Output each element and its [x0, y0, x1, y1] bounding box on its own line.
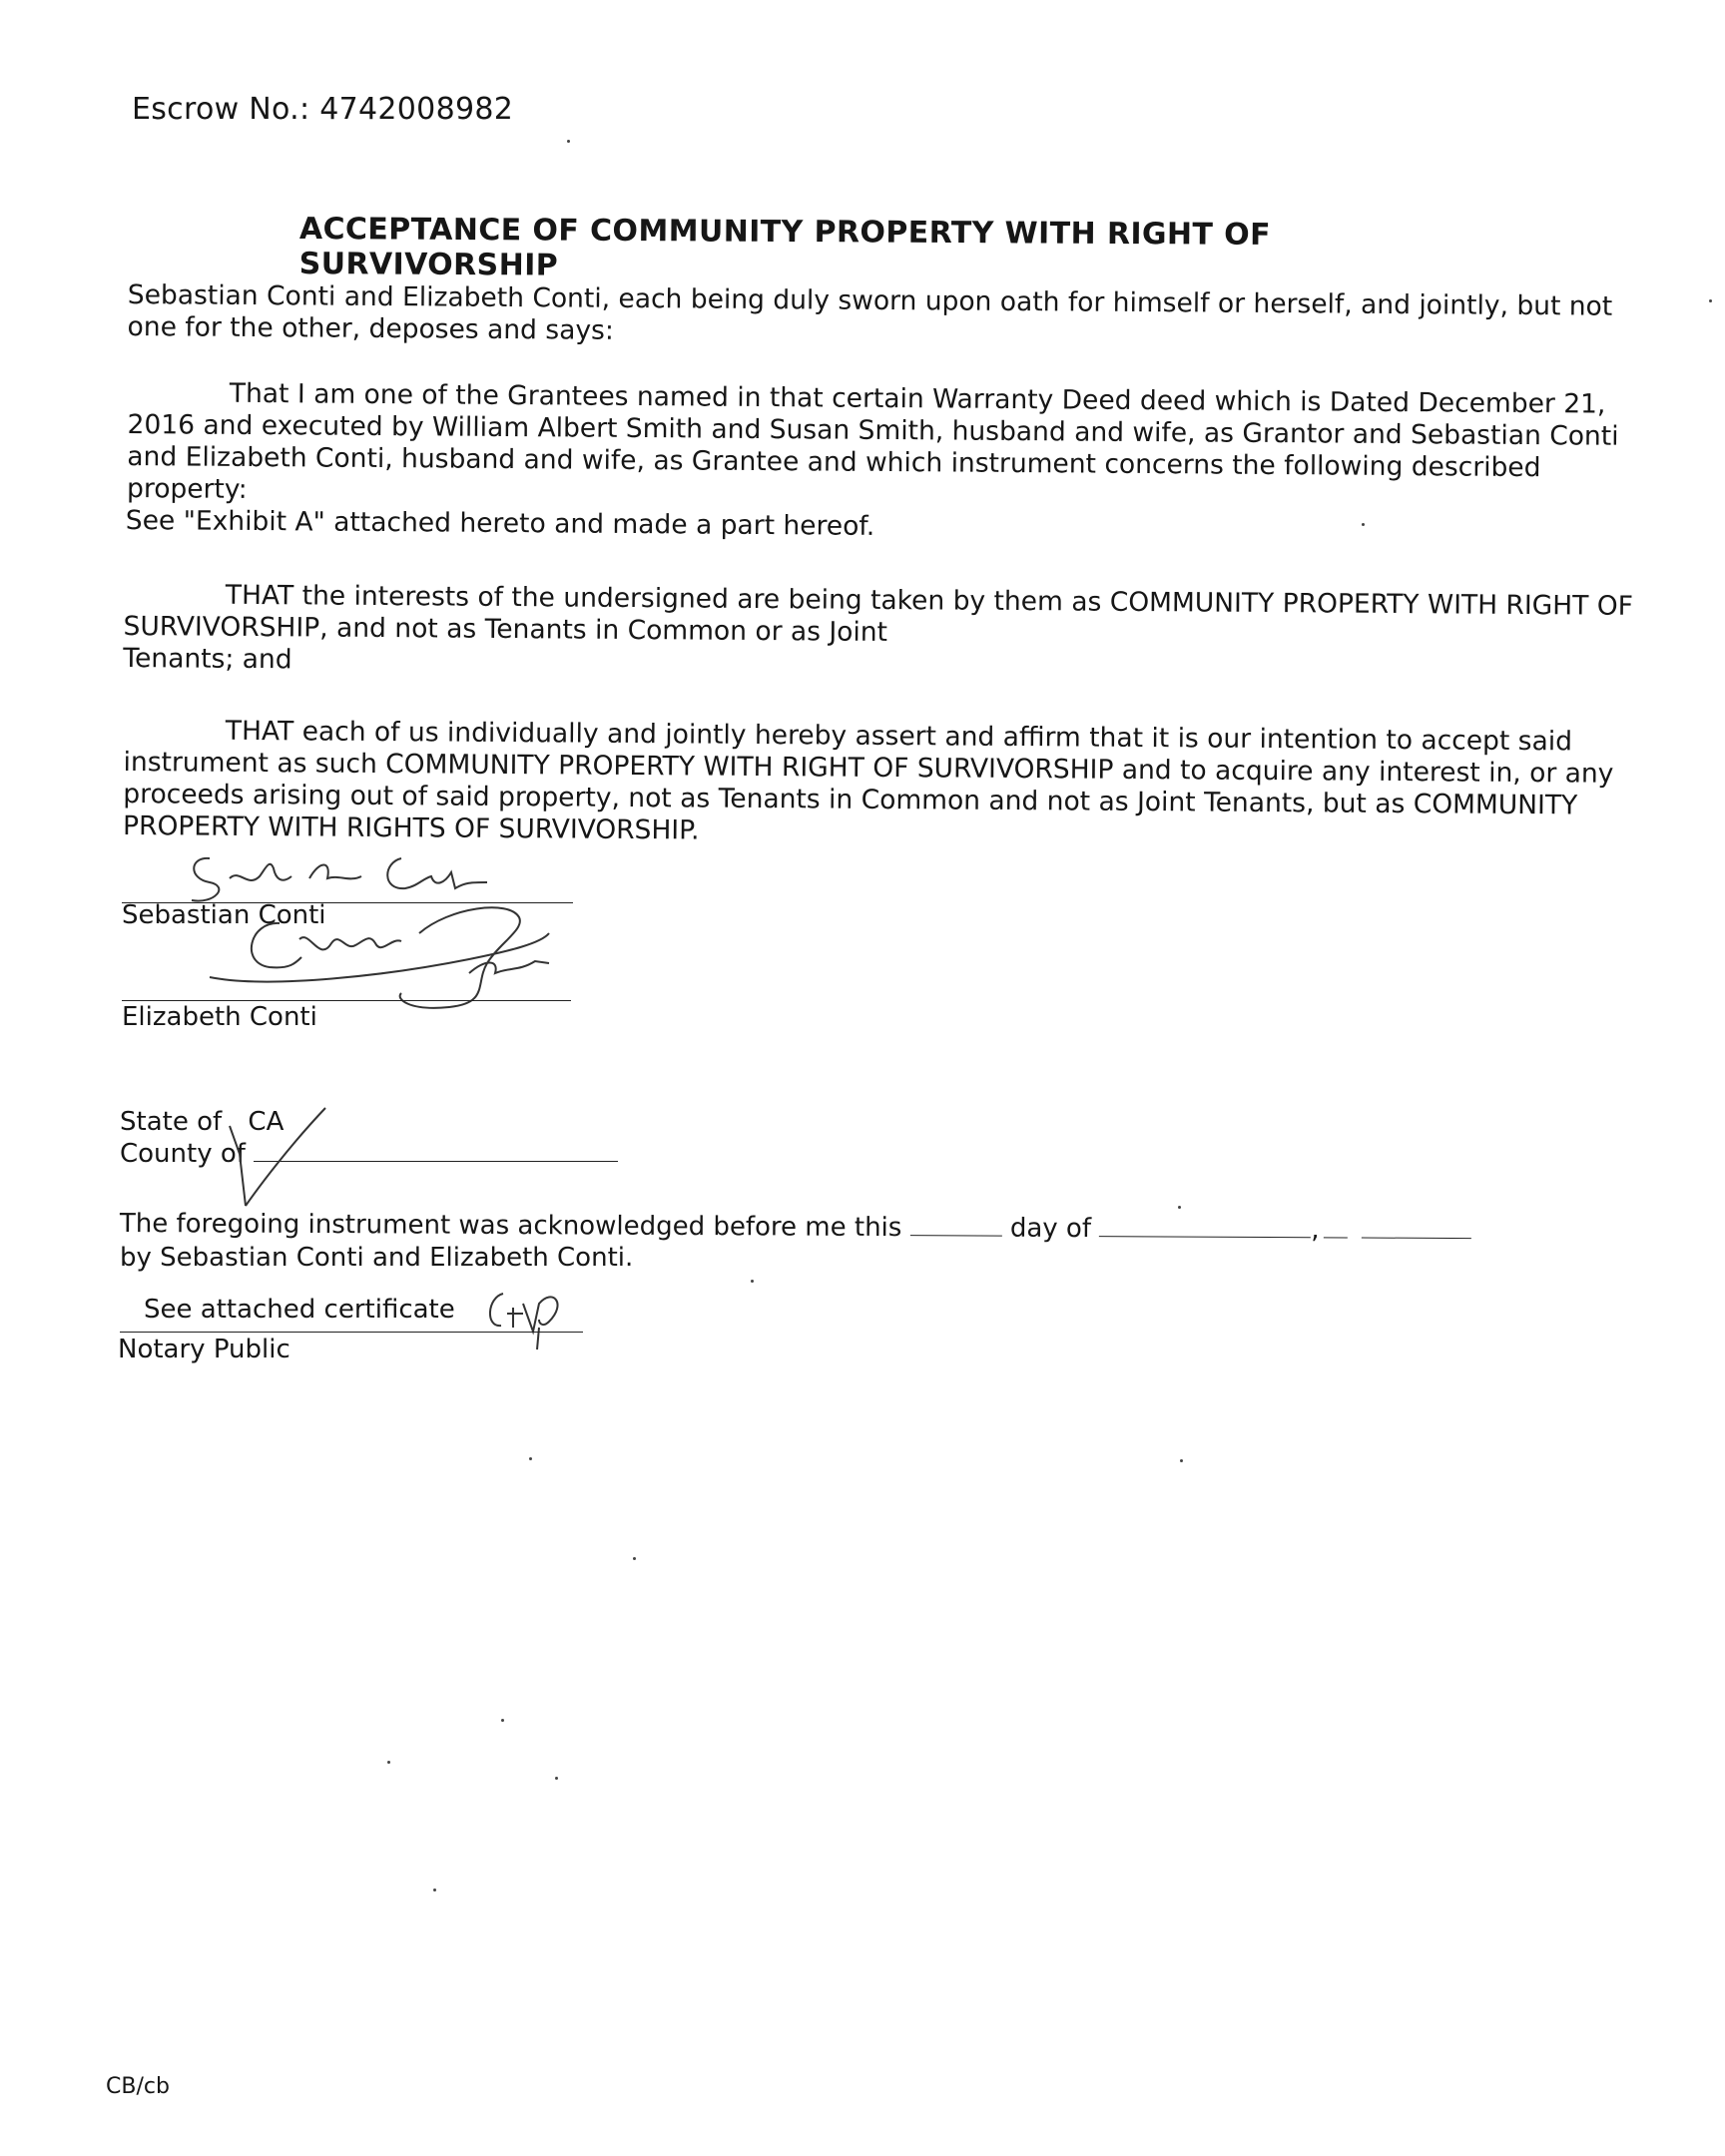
certificate-note: See attached certificate — [144, 1295, 455, 1325]
interest-line-3: Tenants; and — [123, 642, 292, 676]
signature-line-2 — [122, 1000, 571, 1001]
county-check-mark — [220, 1106, 339, 1216]
interest-line-1: THAT the interests of the undersigned are being taken by them as COMMUNITY PROPERTY WITH RIGHT OF — [225, 579, 1634, 622]
escrow-label: Escrow No.: — [132, 92, 310, 127]
notary-public-label: Notary Public — [118, 1335, 290, 1364]
scan-speck — [433, 1888, 436, 1891]
escrow-value: 4742008982 — [319, 92, 514, 127]
ack-prefix: The foregoing instrument was acknowledged before me this — [119, 1209, 902, 1244]
interest-line-2: SURVIVORSHIP, and not as Tenants in Common or as Joint — [123, 610, 888, 649]
scan-speck — [1709, 299, 1712, 302]
notary-initials — [483, 1284, 593, 1353]
ack-year-blank-2 — [1362, 1216, 1471, 1240]
ack-month-blank — [1099, 1214, 1311, 1238]
state-label: State of — [120, 1107, 223, 1137]
scan-speck — [1362, 523, 1365, 526]
scan-speck — [501, 1719, 504, 1722]
signer-1-name: Sebastian Conti — [122, 900, 326, 930]
signer-2-name: Elizabeth Conti — [122, 1002, 317, 1032]
intent-paragraph — [123, 715, 1641, 854]
ack-comma: , — [1311, 1215, 1320, 1246]
scan-speck — [751, 1280, 754, 1283]
escrow-number — [132, 92, 513, 127]
ack-day-blank — [910, 1213, 1002, 1236]
intro-paragraph: Sebastian Conti and Elizabeth Conti, each being duly sworn upon oath for himself or herself, and jointly, but not one for the other, deposes and says: — [127, 279, 1613, 346]
state-value: CA — [248, 1107, 285, 1137]
exhibit-reference: See "Exhibit A" attached hereto and made a part hereof. — [125, 505, 875, 542]
scan-speck — [529, 1457, 532, 1460]
document-title: ACCEPTANCE OF COMMUNITY PROPERTY WITH RIGHT OF SURVIVORSHIP — [298, 212, 1272, 283]
scan-speck — [387, 1761, 390, 1764]
county-label: County of — [120, 1139, 246, 1169]
scan-speck — [1180, 1459, 1183, 1462]
grantee-text: That I am one of the Grantees named in that certain Warranty Deed deed which is Dated December 21, 2016 and executed by William Albert Smith and Susan Smith, husband and wife, as Grantor and Sebastian Conti and Elizabeth Conti, husband and wife, as Grantee and which instrument concerns the following described property: — [127, 377, 1619, 505]
footer-initials: CB/cb — [106, 2074, 170, 2099]
ack-year-blank — [1324, 1215, 1348, 1238]
scan-speck — [555, 1777, 558, 1780]
notary-county — [120, 1138, 618, 1170]
ack-day-label: day of — [1009, 1213, 1092, 1245]
notary-signature-line — [120, 1332, 583, 1333]
sebastian-signature — [170, 838, 589, 908]
grantee-paragraph — [127, 377, 1645, 517]
acknowledgement-by: by Sebastian Conti and Elizabeth Conti. — [120, 1243, 634, 1273]
intent-text: THAT each of us individually and jointly hereby assert and affirm that it is our intention to accept said instrument as such COMMUNITY PROPERTY WITH RIGHT OF SURVIVORSHIP and to acquire any interest in, or any proceeds arising out of said property, not as Tenants in Common and not as Joint Tenants, but as COMMUNITY PROPERTY WITH RIGHTS OF SURVIVORSHIP. — [123, 715, 1614, 846]
scan-speck — [1178, 1206, 1181, 1209]
scan-speck — [567, 140, 570, 143]
scan-speck — [633, 1557, 636, 1560]
interest-paragraph — [123, 579, 1641, 687]
